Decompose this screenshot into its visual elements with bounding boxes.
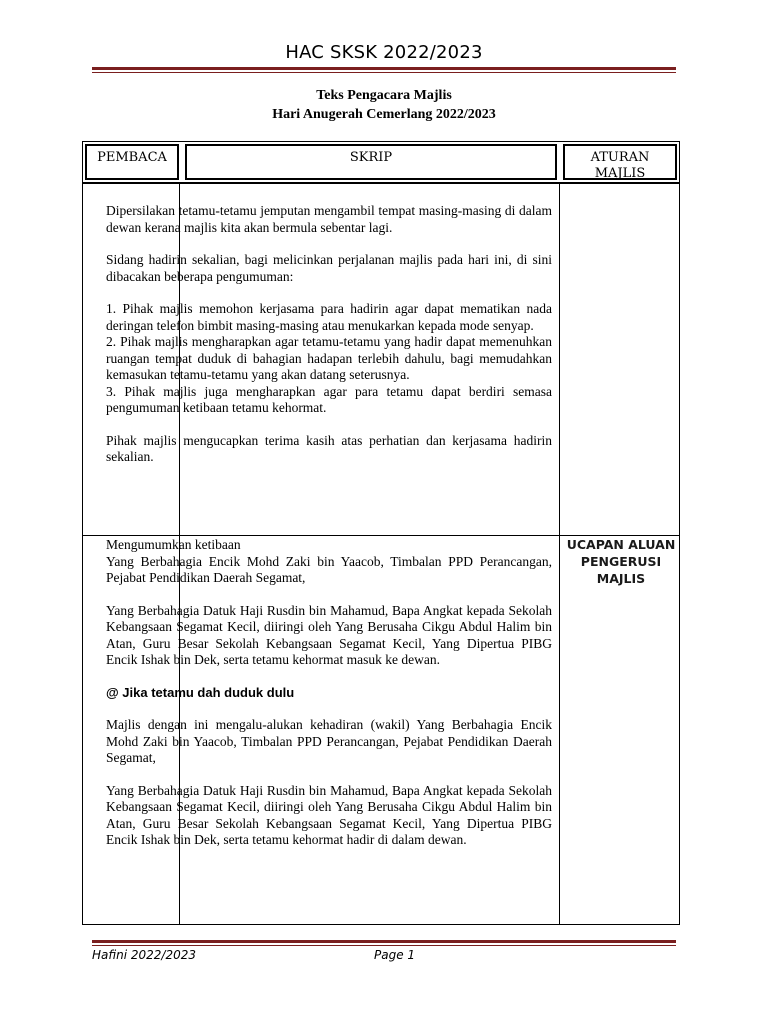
aturan-majlis-cell: UCAPAN ALUAN PENGERUSI MAJLIS (566, 537, 676, 586)
column-header-aturan-majlis: ATURAN MAJLIS (563, 144, 677, 180)
footer-rule-thin (92, 945, 676, 946)
header-rule-thick (92, 67, 676, 70)
script-paragraph: 1. Pihak majlis memohon kerjasama para hadirin agar dapat mematikan nada deringan telefon bimbit masing-masing atau menukarkan kepada mode senyap. (106, 301, 552, 333)
document-subtitle: Hari Anugerah Cemerlang 2022/2023 (272, 107, 496, 122)
document-title: Teks Pengacara Majlis (316, 88, 452, 103)
page-header-title: HAC SKSK 2022/2023 (285, 42, 483, 63)
script-paragraph: Majlis dengan ini mengalu-alukan kehadiran (wakil) Yang Berbahagia Encik Mohd Zaki bin Yaacob, Timbalan PPD Perancangan, Pejabat Pendidikan Daerah Segamat, (106, 717, 552, 765)
header-rule-thin (92, 72, 676, 73)
script-paragraph: Yang Berbahagia Datuk Haji Rusdin bin Mahamud, Bapa Angkat kepada Sekolah Kebangsaan Segamat Kecil, diiringi oleh Yang Berusaha Cikgu Abdul Halim bin Atan, Guru Besar Sekolah Kebangsaan Segamat Kecil, Yang Dipertua PIBG Encik Ishak bin Dek, serta tetamu kehormat masuk ke dewan. (106, 602, 552, 667)
script-paragraph: Dipersilakan tetamu-tetamu jemputan mengambil tempat masing-masing di dalam dewan kerana majlis kita akan bermula sebentar lagi. (106, 203, 552, 235)
script-paragraph: Pihak majlis mengucapkan terima kasih atas perhatian dan kerjasama hadirin sekalian. (106, 432, 552, 464)
script-paragraph: Yang Berbahagia Encik Mohd Zaki bin Yaacob, Timbalan PPD Perancangan, Pejabat Pendidikan Daerah Segamat, (106, 553, 552, 585)
column-header-pembaca: PEMBACA (85, 144, 179, 180)
script-paragraph: Yang Berbahagia Datuk Haji Rusdin bin Mahamud, Bapa Angkat kepada Sekolah Kebangsaan Segamat Kecil, diiringi oleh Yang Berusaha Cikgu Abdul Halim bin Atan, Guru Besar Sekolah Kebangsaan Segamat Kecil, Yang Dipertua PIBG Encik Ishak bin Dek, serta tetamu kehormat hadir di dalam dewan. (106, 782, 552, 847)
footer-rule-thick (92, 940, 676, 943)
column-header-skrip: SKRIP (185, 144, 557, 180)
script-line: Mengumumkan ketibaan (106, 537, 241, 552)
column-divider-2 (559, 184, 560, 924)
script-paragraph: 2. Pihak majlis mengharapkan agar tetamu-tetamu yang hadir dapat memenuhkan ruangan tempat duduk di bahagian hadapan terlebih dahulu, bagi memudahkan kemasukan tetamu-tetamu yang akan datang seterusnya. (106, 334, 552, 382)
table-header-row (82, 141, 680, 183)
script-paragraph: 3. Pihak majlis juga mengharapkan agar para tetamu dapat berdiri semasa pengumuman ketibaan tetamu kehormat. (106, 383, 552, 415)
script-bold-note: @ Jika tetamu dah duduk dulu (106, 684, 295, 700)
footer-page-number: Page 1 (374, 948, 416, 962)
script-row-1 (106, 203, 552, 466)
script-paragraph: Sidang hadirin sekalian, bagi melicinkan perjalanan majlis pada hari ini, di sini dibacakan beberapa pengumuman: (106, 252, 552, 284)
script-row-2 (106, 537, 552, 849)
footer-author: Hafini 2022/2023 (92, 948, 197, 962)
